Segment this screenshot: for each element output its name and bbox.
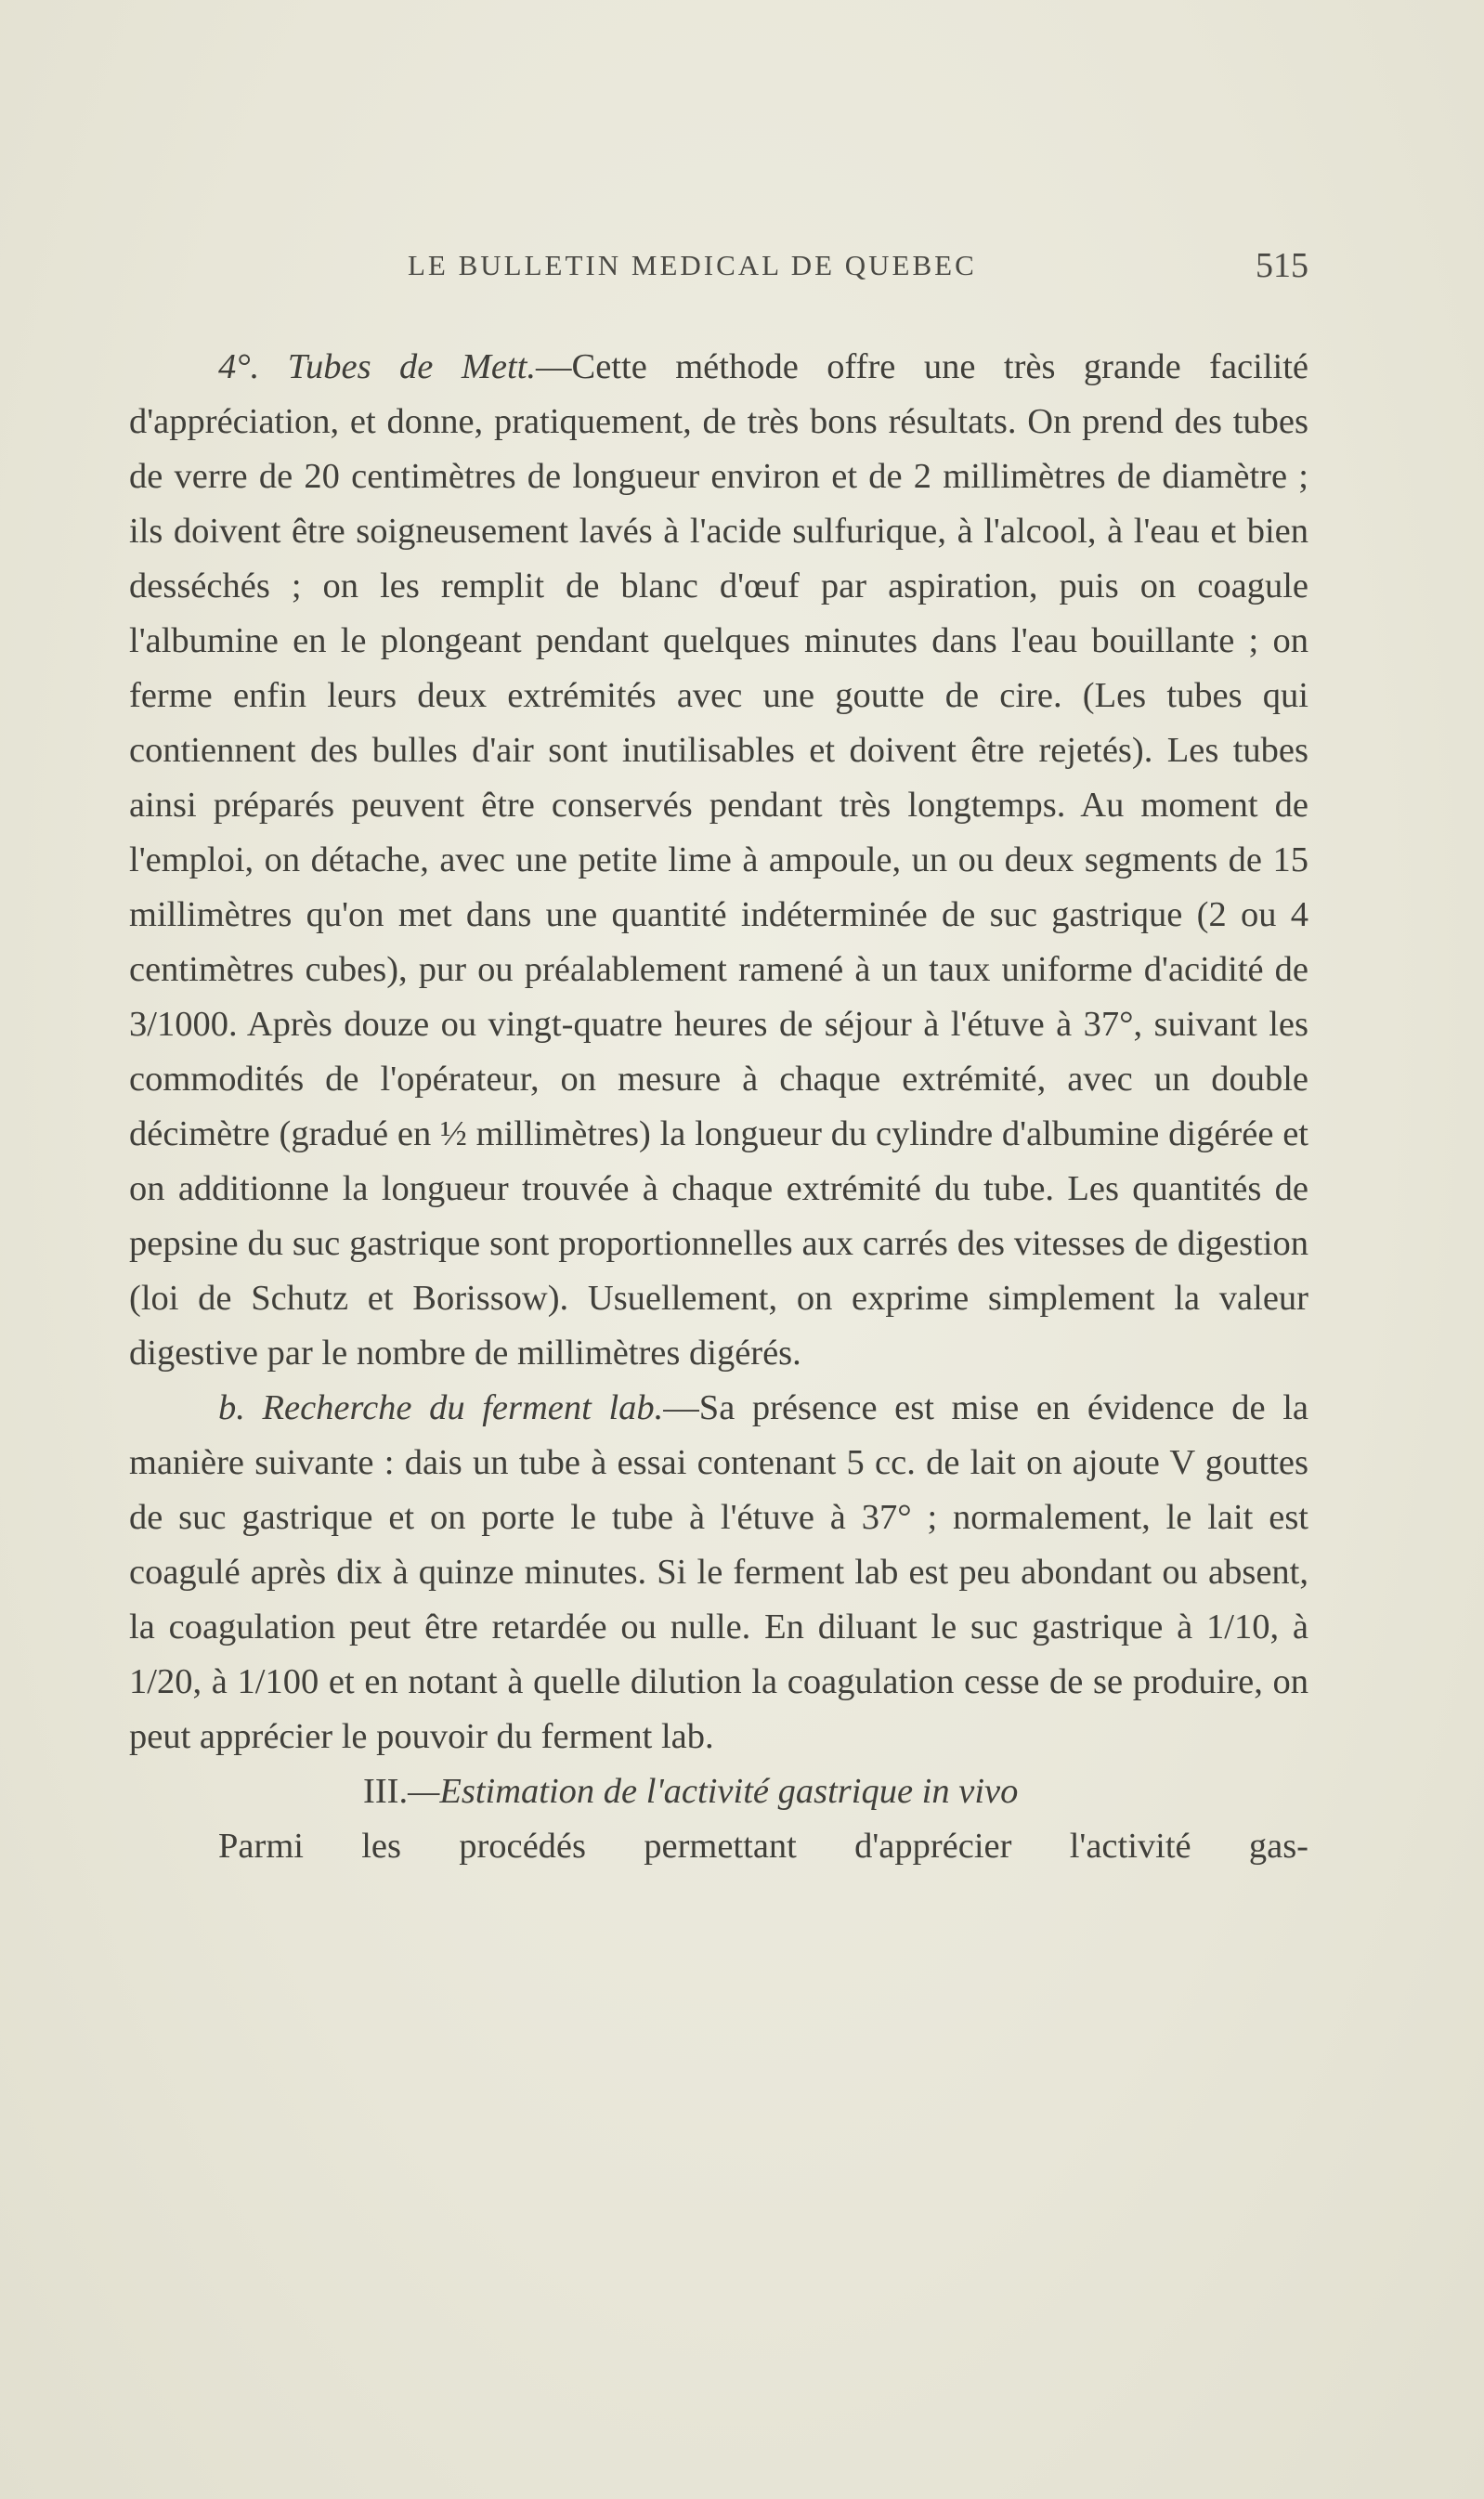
- paragraph-ferment-lab: [129, 1381, 1308, 1764]
- paragraph-tubes-mett: [129, 340, 1308, 1381]
- paragraph-text: —Sa présence est mise en évidence de la manière suivante : dais un tube à essai contenant 5 cc. de lait on ajoute V gouttes de suc gastrique et on porte le tube à l'étuve à 37° ; normalement, le lait est coagulé après dix à quinze minutes. Si le ferment lab est peu abondant ou absent, la coagulation peut être retardée ou nulle. En diluant le suc gastrique à 1/10, à 1/20, à 1/100 et en notant à quelle dilution la coagulation cesse de se produire, on peut apprécier le pouvoir du ferment lab.: [129, 1388, 1308, 1756]
- section-title: —Estimation de l'activité gastrique in vivo: [408, 1772, 1019, 1811]
- section-heading: [129, 1764, 1308, 1819]
- body-text: [129, 340, 1308, 1874]
- paragraph-label: 4°. Tubes de Mett.: [218, 347, 537, 386]
- running-title: LE BULLETIN MEDICAL DE QUEBEC: [408, 249, 977, 281]
- paragraph-text: —Cette méthode offre une très grande facilité d'appréciation, et donne, pratiquement, de très bons résultats. On prend des tubes de verre de 20 centimètres de longueur environ et de 2 millimètres de diamètre ; ils doivent être soigneusement lavés à l'acide sulfurique, à l'alcool, à l'eau et bien desséchés ; on les remplit de blanc d'œuf par aspiration, puis on coagule l'albumine en le plongeant pendant quelques minutes dans l'eau bouillante ; on ferme enfin leurs deux extrémités avec une goutte de cire. (Les tubes qui contiennent des bulles d'air sont inutilisables et doivent être rejetés). Les tubes ainsi préparés peuvent être conservés pendant très longtemps. Au moment de l'emploi, on détache, avec une petite lime à ampoule, un ou deux segments de 15 millimètres qu'on met dans une quantité indéterminée de suc gastrique (2 ou 4 centimètres cubes), pur ou préalablement ramené à un taux uniforme d'acidité de 3/1000. Après douze ou vingt-quatre heures de séjour à l'étuve à 37°, suivant les commodités de l'opérateur, on mesure à chaque extrémité, avec un double décimètre (gradué en ½ millimètres) la longueur du cylindre d'albumine digérée et on additionne la longueur trouvée à chaque extrémité du tube. Les quantités de pepsine du suc gastrique sont proportionnelles aux carrés des vitesses de digestion (loi de Schutz et Borissow). Usuellement, on exprime simplement la valeur digestive par le nombre de millimètres digérés.: [129, 347, 1308, 1373]
- running-head: [129, 246, 1308, 295]
- paragraph-label: b. Recherche du ferment lab.: [218, 1388, 664, 1427]
- paragraph-final: Parmi les procédés permettant d'apprécier l'activité gas-: [218, 1827, 1308, 1866]
- section-numeral: III.: [363, 1772, 409, 1811]
- page-number: 515: [1256, 246, 1308, 285]
